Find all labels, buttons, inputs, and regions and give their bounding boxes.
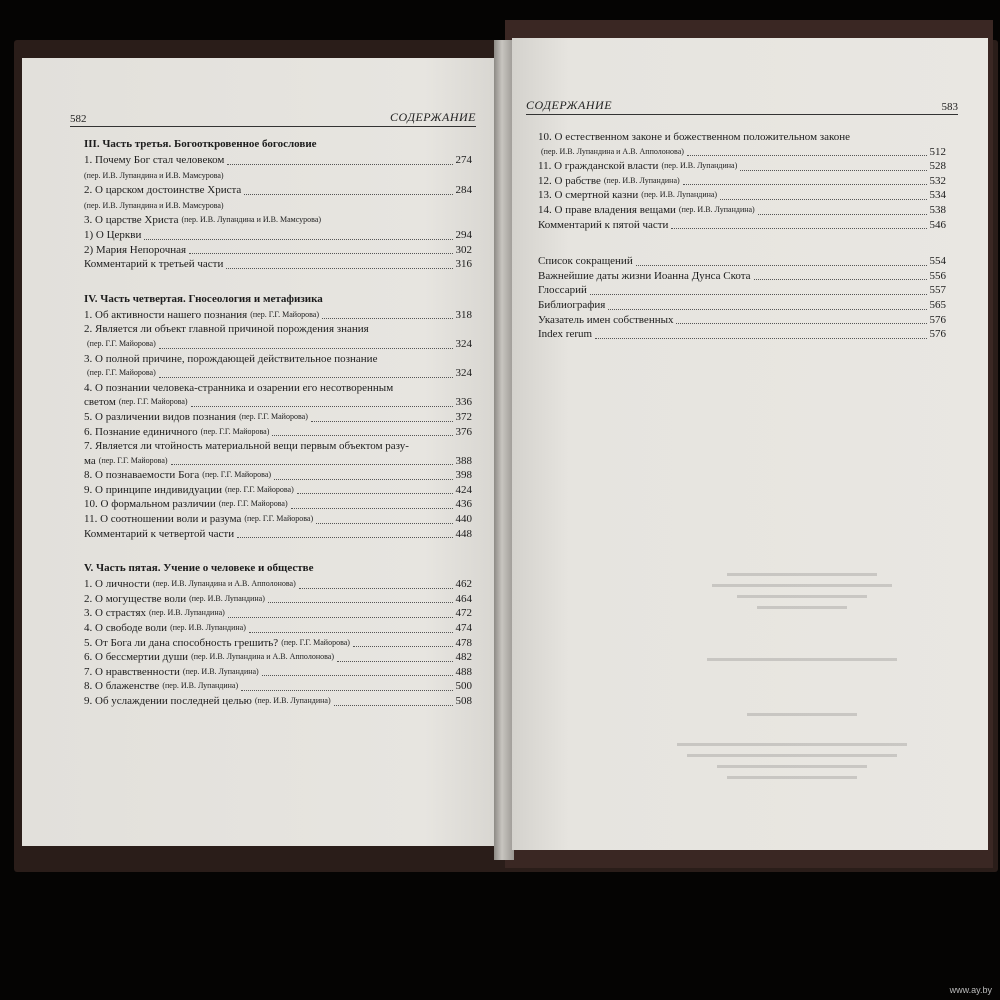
leader-dots <box>595 338 926 339</box>
leader-dots <box>683 184 927 185</box>
page-number: 582 <box>70 113 87 125</box>
entry-page: 274 <box>455 154 472 166</box>
translator-note: (пер. И.В. Лупандина) <box>149 608 225 618</box>
leader-dots <box>249 632 453 633</box>
toc-entry <box>84 366 472 381</box>
leader-dots <box>353 646 453 647</box>
entry-title: 6. Познание единичного <box>84 425 198 438</box>
entry-title: 1) О Церкви <box>84 228 142 241</box>
leader-dots <box>676 323 926 324</box>
toc-entry <box>538 283 946 298</box>
entry-title: 8. О блаженстве <box>84 680 160 693</box>
running-title: СОДЕРЖАНИЕ <box>389 110 476 124</box>
leader-dots <box>590 294 927 295</box>
translator-note: (пер. Г.Г. Майорова) <box>244 514 314 524</box>
left-page <box>22 58 496 846</box>
translator-note: (пер. Г.Г. Майорова) <box>218 499 288 509</box>
leader-dots <box>244 194 452 195</box>
toc-entry <box>84 468 472 483</box>
toc-entry <box>84 636 472 651</box>
section-4-entries <box>84 308 472 542</box>
leader-dots <box>608 309 926 310</box>
translator-note: (пер. Г.Г. Майорова) <box>239 411 308 421</box>
entry-title: 10. О формальном различии <box>84 498 216 511</box>
entry-title: ма <box>84 454 96 467</box>
toc-entry <box>84 606 472 621</box>
show-through-text: ▬▬▬▬▬▬▬▬▬▬▬ <box>747 708 857 719</box>
toc-entry <box>538 159 946 174</box>
leader-dots <box>754 279 927 280</box>
toc-entry <box>84 621 472 636</box>
entry-title: 2. Является ли объект главной причиной порождения знания <box>84 323 369 336</box>
entry-title: 7. Является ли чтойность материальной вещи первым объектом разу- <box>84 440 409 453</box>
section-5-continued-entries <box>538 130 946 232</box>
entry-page: 472 <box>455 607 472 620</box>
toc-entry <box>538 254 946 269</box>
entry-title: 2. О царском достоинстве Христа <box>84 184 242 197</box>
leader-dots <box>144 239 452 240</box>
toc-entry <box>84 153 472 168</box>
translator-note: (пер. Г.Г. Майорова) <box>281 637 350 647</box>
entry-title: 11. О гражданской власти <box>538 160 659 173</box>
entry-page: 316 <box>455 258 472 271</box>
toc-entry <box>84 454 472 469</box>
entry-title: 8. О познаваемости Бога <box>84 469 200 482</box>
toc-entry <box>84 577 472 592</box>
translator-note: (пер. И.В. Лупандина и И.В. Мамсурова) <box>84 170 224 180</box>
leader-dots <box>334 705 453 706</box>
right-page <box>512 38 988 850</box>
leader-dots <box>274 479 452 480</box>
leader-dots <box>636 265 927 266</box>
leader-dots <box>159 348 453 349</box>
toc-entry <box>84 308 472 323</box>
leader-dots <box>226 268 452 269</box>
entry-page: 294 <box>455 228 472 241</box>
entry-page: 302 <box>455 243 472 256</box>
entry-page: 500 <box>455 680 472 693</box>
leader-dots <box>262 675 453 676</box>
leader-dots <box>758 214 927 215</box>
toc-entry <box>84 439 472 454</box>
leader-dots <box>311 421 453 422</box>
entry-page: 324 <box>455 367 472 380</box>
translator-note: (пер. И.В. Лупандина) <box>678 204 755 214</box>
toc-entry <box>84 213 472 228</box>
entry-title: 11. О соотношении воли и разума <box>84 513 242 526</box>
page-number: 583 <box>941 101 958 113</box>
translator-note: (пер. И.В. Лупандина и И.В. Мамсурова) <box>84 200 224 210</box>
book-gutter <box>494 40 514 860</box>
entry-page: 546 <box>929 218 946 231</box>
toc-entry <box>538 174 946 189</box>
toc-entry <box>84 512 472 527</box>
toc-entry <box>538 145 946 160</box>
entry-title: 9. Об услаждении последней целью <box>84 695 252 707</box>
translator-note: (пер. Г.Г. Майорова) <box>202 470 272 480</box>
entry-title: 10. О естественном законе и божественном положительном законе <box>538 131 851 143</box>
translator-note: (пер. Г.Г. Майорова) <box>224 484 294 494</box>
entry-title: Комментарий к четвертой части <box>84 527 235 540</box>
translator-note: (пер. Г.Г. Майорова) <box>118 397 188 407</box>
leader-dots <box>322 318 453 319</box>
toc-entry <box>84 527 472 542</box>
translator-note: (пер. Г.Г. Майорова) <box>250 309 319 319</box>
toc-entry <box>538 203 946 218</box>
leader-dots <box>191 406 453 407</box>
entry-page: 512 <box>929 145 946 158</box>
left-page-header <box>70 110 476 127</box>
toc-entry <box>84 592 472 607</box>
entry-title: 9. О принципе индивидуации <box>84 483 222 496</box>
translator-note: (пер. И.В. Лупандина) <box>661 161 738 171</box>
entry-page: 576 <box>929 313 946 326</box>
entry-page: 398 <box>455 469 472 482</box>
translator-note: (пер. И.В. Лупандина) <box>189 593 265 603</box>
leader-dots <box>237 537 452 538</box>
entry-title: 1. О личности <box>84 578 150 591</box>
leader-dots <box>241 690 452 691</box>
entry-page: 474 <box>455 622 472 635</box>
back-matter-entries <box>538 254 946 342</box>
entry-page: 436 <box>455 498 472 511</box>
entry-title: 1. Об активности нашего познания <box>84 308 248 321</box>
show-through-text: ▬▬▬▬▬▬▬▬▬▬▬▬▬▬▬▬▬▬▬▬▬▬▬ ▬▬▬▬▬▬▬▬▬▬▬▬▬▬▬▬▬▬▬▬▬ ▬▬▬▬▬▬▬▬▬▬▬▬▬▬▬ ▬▬▬▬▬▬▬▬▬▬▬▬▬ <box>677 738 907 782</box>
toc-entry <box>84 650 472 665</box>
toc-entry <box>538 327 946 342</box>
translator-note: (пер. Г.Г. Майорова) <box>200 426 270 436</box>
entry-title: 2. О могуществе воли <box>84 592 187 605</box>
leader-dots <box>228 617 453 618</box>
entry-page: 576 <box>929 328 946 341</box>
leader-dots <box>740 170 926 171</box>
entry-page: 376 <box>455 425 472 438</box>
entry-page: 448 <box>455 527 472 540</box>
leader-dots <box>316 523 452 524</box>
entry-title: Index rerum <box>538 328 593 341</box>
entry-page: 372 <box>455 410 472 423</box>
entry-title: 3. О полной причине, порождающей действительное познание <box>84 352 378 365</box>
toc-entry <box>84 395 472 410</box>
section-heading: IV. Часть четвертая. Гносеология и метафизика <box>84 292 323 305</box>
entry-title: Комментарий к третьей части <box>84 258 224 271</box>
section-5-entries <box>84 577 472 708</box>
entry-title: 14. О праве владения вещами <box>538 203 676 216</box>
toc-left <box>84 137 472 709</box>
entry-title: 3. О страстях <box>84 607 147 620</box>
translator-note: (пер. Г.Г. Майорова) <box>87 338 156 348</box>
entry-page: 336 <box>455 396 472 409</box>
entry-page: 565 <box>929 298 946 311</box>
leader-dots <box>171 464 453 465</box>
show-through-text: ▬▬▬▬▬▬▬▬▬▬▬▬▬▬▬▬▬▬▬ <box>707 653 897 664</box>
toc-entry <box>538 269 946 284</box>
entry-title: 4. О познании человека-странника и озарении его несотворенным <box>84 381 394 394</box>
leader-dots <box>272 435 452 436</box>
toc-entry-subline <box>84 198 472 214</box>
translator-note: (пер. И.В. Лупандина и И.В. Мамсурова) <box>181 215 322 225</box>
entry-title: Важнейшие даты жизни Иоанна Дунса Скота <box>538 269 751 282</box>
entry-page: 388 <box>455 454 472 467</box>
entry-page: 440 <box>455 513 472 526</box>
translator-note: (пер. И.В. Лупандина) <box>603 175 680 185</box>
leader-dots <box>337 661 453 662</box>
leader-dots <box>268 602 453 603</box>
toc-entry <box>538 130 946 145</box>
entry-page: 532 <box>929 174 946 187</box>
entry-page: 508 <box>455 695 472 707</box>
entry-page: 324 <box>455 337 472 350</box>
entry-page: 424 <box>455 483 472 496</box>
entry-page: 482 <box>455 651 472 664</box>
leader-dots <box>291 508 453 509</box>
toc-entry <box>84 257 472 272</box>
entry-page: 554 <box>929 255 946 268</box>
toc-entry <box>84 228 472 243</box>
leader-dots <box>671 228 926 229</box>
entry-page: 284 <box>455 184 472 197</box>
toc-entry <box>84 665 472 680</box>
leader-dots <box>189 253 452 254</box>
toc-entry <box>84 183 472 198</box>
translator-note: (пер. И.В. Лупандина) <box>641 190 718 200</box>
translator-note: (пер. И.В. Лупандина) <box>170 623 246 633</box>
leader-dots <box>227 164 452 165</box>
entry-page: 464 <box>455 592 472 605</box>
toc-entry <box>538 313 946 328</box>
entry-title: 5. От Бога ли дана способность грешить? <box>84 636 279 649</box>
toc-entry <box>538 298 946 313</box>
entry-title: 2) Мария Непорочная <box>84 243 187 256</box>
entry-page: 462 <box>455 578 472 591</box>
entry-title: Список сокращений <box>538 255 633 268</box>
entry-page: 538 <box>929 203 946 216</box>
toc-entry <box>84 337 472 352</box>
toc-entry <box>538 218 946 233</box>
toc-entry <box>84 694 472 709</box>
toc-entry <box>84 381 472 396</box>
translator-note: (пер. И.В. Лупандина) <box>182 666 259 676</box>
entry-page: 488 <box>455 665 472 678</box>
entry-title: Комментарий к пятой части <box>538 218 669 231</box>
entry-title: 6. О бессмертии души <box>84 651 189 664</box>
toc-entry <box>84 410 472 425</box>
entry-page: 478 <box>455 636 472 649</box>
entry-title: Глоссарий <box>538 284 587 297</box>
translator-note: (пер. И.В. Лупандина и А.В. Апполонова) <box>541 146 684 156</box>
leader-dots <box>297 493 453 494</box>
toc-entry <box>84 322 472 337</box>
entry-title: 5. О различении видов познания <box>84 410 237 423</box>
entry-title: Библиография <box>538 298 606 311</box>
translator-note: (пер. И.В. Лупандина) <box>162 681 239 691</box>
leader-dots <box>720 199 926 200</box>
entry-page: 556 <box>929 269 946 282</box>
toc-entry-subline <box>84 168 472 184</box>
toc-entry <box>84 425 472 440</box>
entry-page: 534 <box>929 189 946 202</box>
right-page-header <box>526 98 958 115</box>
entry-title: 13. О смертной казни <box>538 189 639 202</box>
translator-note: (пер. Г.Г. Майорова) <box>98 455 168 465</box>
toc-entry <box>84 679 472 694</box>
toc-entry <box>84 243 472 258</box>
translator-note: (пер. И.В. Лупандина и А.В. Апполонова) <box>191 652 334 662</box>
leader-dots <box>159 377 453 378</box>
section-heading: III. Часть третья. Богооткровенное богословие <box>84 138 317 150</box>
leader-dots <box>687 155 927 156</box>
entry-page: 528 <box>929 160 946 173</box>
entry-title: 1. Почему Бог стал человеком <box>84 154 225 166</box>
watermark: www.ay.by <box>949 985 992 995</box>
toc-entry <box>84 483 472 498</box>
leader-dots <box>299 588 453 589</box>
toc-entry <box>84 352 472 367</box>
translator-note: (пер. Г.Г. Майорова) <box>87 368 156 378</box>
entry-title: 12. О рабстве <box>538 174 601 187</box>
toc-entry <box>538 188 946 203</box>
entry-page: 318 <box>455 308 472 321</box>
section-heading: V. Часть пятая. Учение о человеке и обществе <box>84 562 314 575</box>
entry-title: 4. О свободе воли <box>84 622 168 635</box>
running-title: СОДЕРЖАНИЕ <box>526 98 613 112</box>
translator-note: (пер. И.В. Лупандина) <box>254 696 331 705</box>
translator-note: (пер. И.В. Лупандина и А.В. Апполонова) <box>152 579 296 589</box>
toc-entry <box>84 497 472 512</box>
entry-title: светом <box>84 396 116 409</box>
entry-page: 557 <box>929 284 946 297</box>
entry-title: Указатель имен собственных <box>538 313 674 326</box>
toc-right <box>538 130 946 342</box>
entry-title: 7. О нравственности <box>84 665 180 678</box>
show-through-text: ▬▬▬▬▬▬▬▬▬▬▬▬▬▬▬ ▬▬▬▬▬▬▬▬▬▬▬▬▬▬▬▬▬▬ ▬▬▬▬▬▬▬▬▬▬▬▬▬ ▬▬▬▬▬▬▬▬▬ <box>712 568 892 612</box>
section-3-entries <box>84 153 472 272</box>
entry-title: 3. О царстве Христа <box>84 214 179 227</box>
